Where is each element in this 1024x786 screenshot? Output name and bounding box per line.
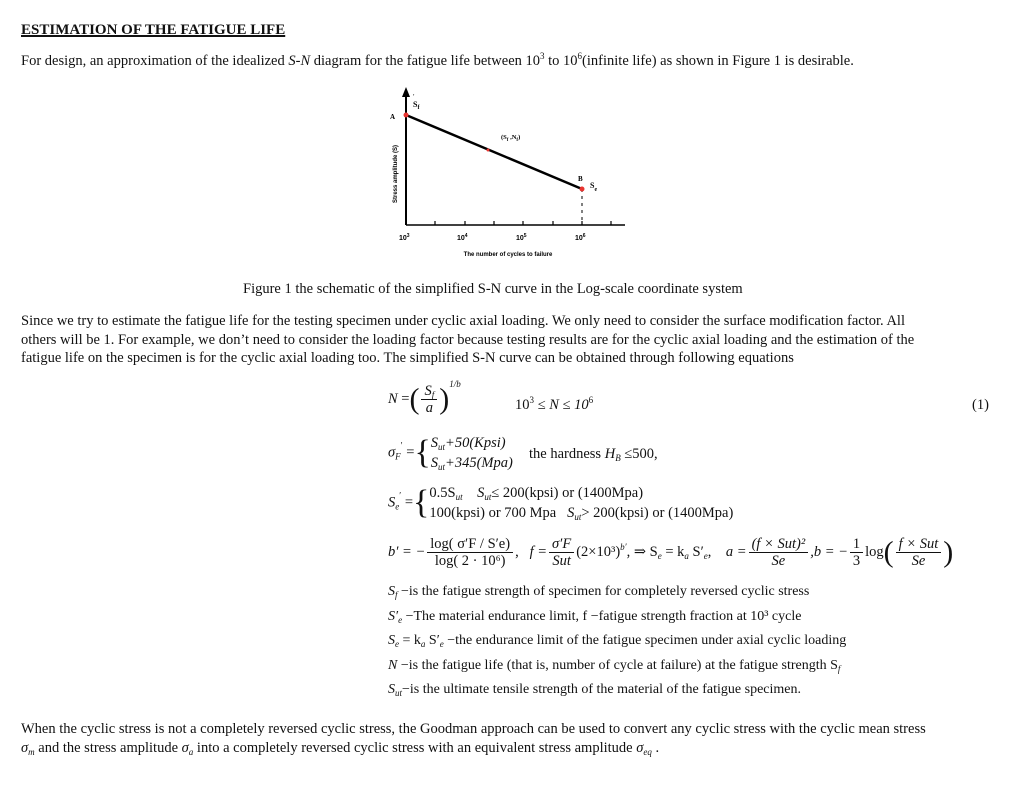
- intro-exp-2: 6: [577, 51, 583, 61]
- mid-point-label: ($S_f$ $,N_f$): [501, 134, 521, 143]
- equation-1: N =( $\frac{S_f}{a}$ )$^{1/b}$: [388, 378, 461, 416]
- equation-1-number: (1): [972, 397, 989, 413]
- equation-4: b′ = − $\frac{\log( \sigma'F / S'e)}{\text{log( 2 · 10⁶)}}$ , f = $\frac{\sigma'F}{\text{Sut}}$ $(2\times 10^3)^{b'}$, ⇒ $S_e = k_a$ $S'_e$, a = $\frac{\text{(f × Sut)²}}{Se}$ ,b = − $\frac{1}{3}$ log( $\frac{\text{f × Sut}}{Se}$ ): [388, 535, 954, 569]
- body-line-1: Since we try to estimate the fatigue life for the testing specimen under cyclic axial loading. We only need to consider the surface modification factor. All: [21, 313, 905, 329]
- point-a-label: A: [390, 113, 396, 121]
- definition-item: $S_f -is$ the fatigue strength of specimen for completely reversed cyclic stress: [388, 584, 810, 600]
- intro-exp-1: 3: [540, 51, 545, 61]
- point-a-value: $S_f$: [413, 100, 420, 111]
- figure-caption: Figure 1 the schematic of the simplified S-N curve in the Log-scale coordinate system: [243, 281, 743, 297]
- eq2-hardness-note: the hardness $H_B \le 500$,: [529, 446, 658, 463]
- point-a-prime: ′: [413, 93, 415, 101]
- intro-text-3: to 10: [544, 53, 578, 69]
- x-axis-label: The number of cycles to failure: [463, 252, 553, 258]
- x-tick-labels: [399, 233, 586, 242]
- mid-point-marker: [487, 149, 490, 152]
- closing-line-2: $\sigma_m$ and the stress amplitude $\sigma_a$ into a completely reversed cyclic stress with an equivalent stress amplitude $\sigma_{eq}$ .: [21, 739, 660, 757]
- svg-text:106: $10^6$: [575, 233, 586, 242]
- definitions-list: [388, 580, 846, 703]
- svg-text:105: $10^5$: [516, 233, 527, 242]
- definition-item: $S_e = k_a$ $S'_e -the$ endurance limit of the fatigue specimen under axial cyclic loading: [388, 633, 847, 649]
- closing-paragraph: [21, 720, 926, 757]
- y-axis-label: Stress amplitude (S): [393, 144, 399, 203]
- y-axis-arrow-icon: [402, 87, 410, 97]
- body-paragraph: [21, 312, 914, 368]
- eq2-cases: $S_{ut}+50(Kpsi)$ $S_{ut}+345(Mpa)$: [430, 435, 513, 472]
- intro-text-2: diagram for the fatigue life between 10: [310, 53, 541, 69]
- definition-item: $S'_e -The$ material endurance limit, f −fatigue strength fraction at 10³ cycle: [388, 608, 802, 625]
- intro-text-1: For design, an approximation of the idealized: [21, 53, 289, 69]
- body-line-3: fatigue life on the specimen is for the cyclic axial loading too. The simplified S-N curve can be obtained through following equations: [21, 350, 794, 366]
- point-a-marker: [404, 113, 409, 118]
- body-line-2: others will be 1. For example, we don’t need to consider the loading factor because testing results are for the cyclic axial loading and the estimation of the: [21, 331, 915, 348]
- svg-text:103: $10^3$: [399, 233, 410, 242]
- intro-sn-term: S-N: [288, 53, 311, 69]
- svg-text:104: $10^4$: [457, 233, 468, 242]
- equation-3: $S_e'$ ={ $0.5S_{ut}$ $S_{ut}\le$ 200(kpsi) or (1400Mpa) 100(kpsi) or 700 Mpa $S_{ut}>$ 200(kpsi) or (1400Mpa): [388, 484, 734, 522]
- definition-item: N −is the fatigue life (that is, number of cycle at failure) at the fatigue strength $S_f$: [388, 657, 841, 674]
- point-b-marker: [580, 187, 585, 192]
- intro-paragraph: [21, 52, 854, 71]
- sn-curve-figure: [385, 85, 635, 265]
- definition-item: $S_{ut}-is$ the ultimate tensile strength of the material of the fatigue specimen.: [388, 682, 802, 698]
- intro-text-4: (infinite life) as shown in Figure 1 is desirable.: [582, 53, 854, 69]
- point-b-value: $S_e$: [590, 181, 598, 193]
- sn-line: [406, 115, 582, 189]
- eq1-lhs: N: [388, 390, 398, 407]
- eq3-cases: $0.5S_{ut}$ $S_{ut}\le$ 200(kpsi) or (1400Mpa) 100(kpsi) or 700 Mpa $S_{ut}>$ 200(kpsi) or (1400Mpa): [429, 485, 734, 522]
- eq1-exponent: 1/b: [449, 378, 461, 389]
- sn-curve-chart: [385, 85, 635, 265]
- closing-line-1: When the cyclic stress is not a completely reversed cyclic stress, the Goodman approach can be used to convert any cyclic stress with the cyclic mean stress: [21, 721, 926, 737]
- document-title: ESTIMATION OF THE FATIGUE LIFE: [21, 22, 286, 38]
- eq1-range: $10^3 \le N \le 10^6$: [515, 395, 594, 413]
- equation-2: $\sigma_F'$ ={ $S_{ut}+50(Kpsi)$ $S_{ut}+345(Mpa)$: [388, 434, 513, 472]
- point-b-label: B: [578, 175, 583, 183]
